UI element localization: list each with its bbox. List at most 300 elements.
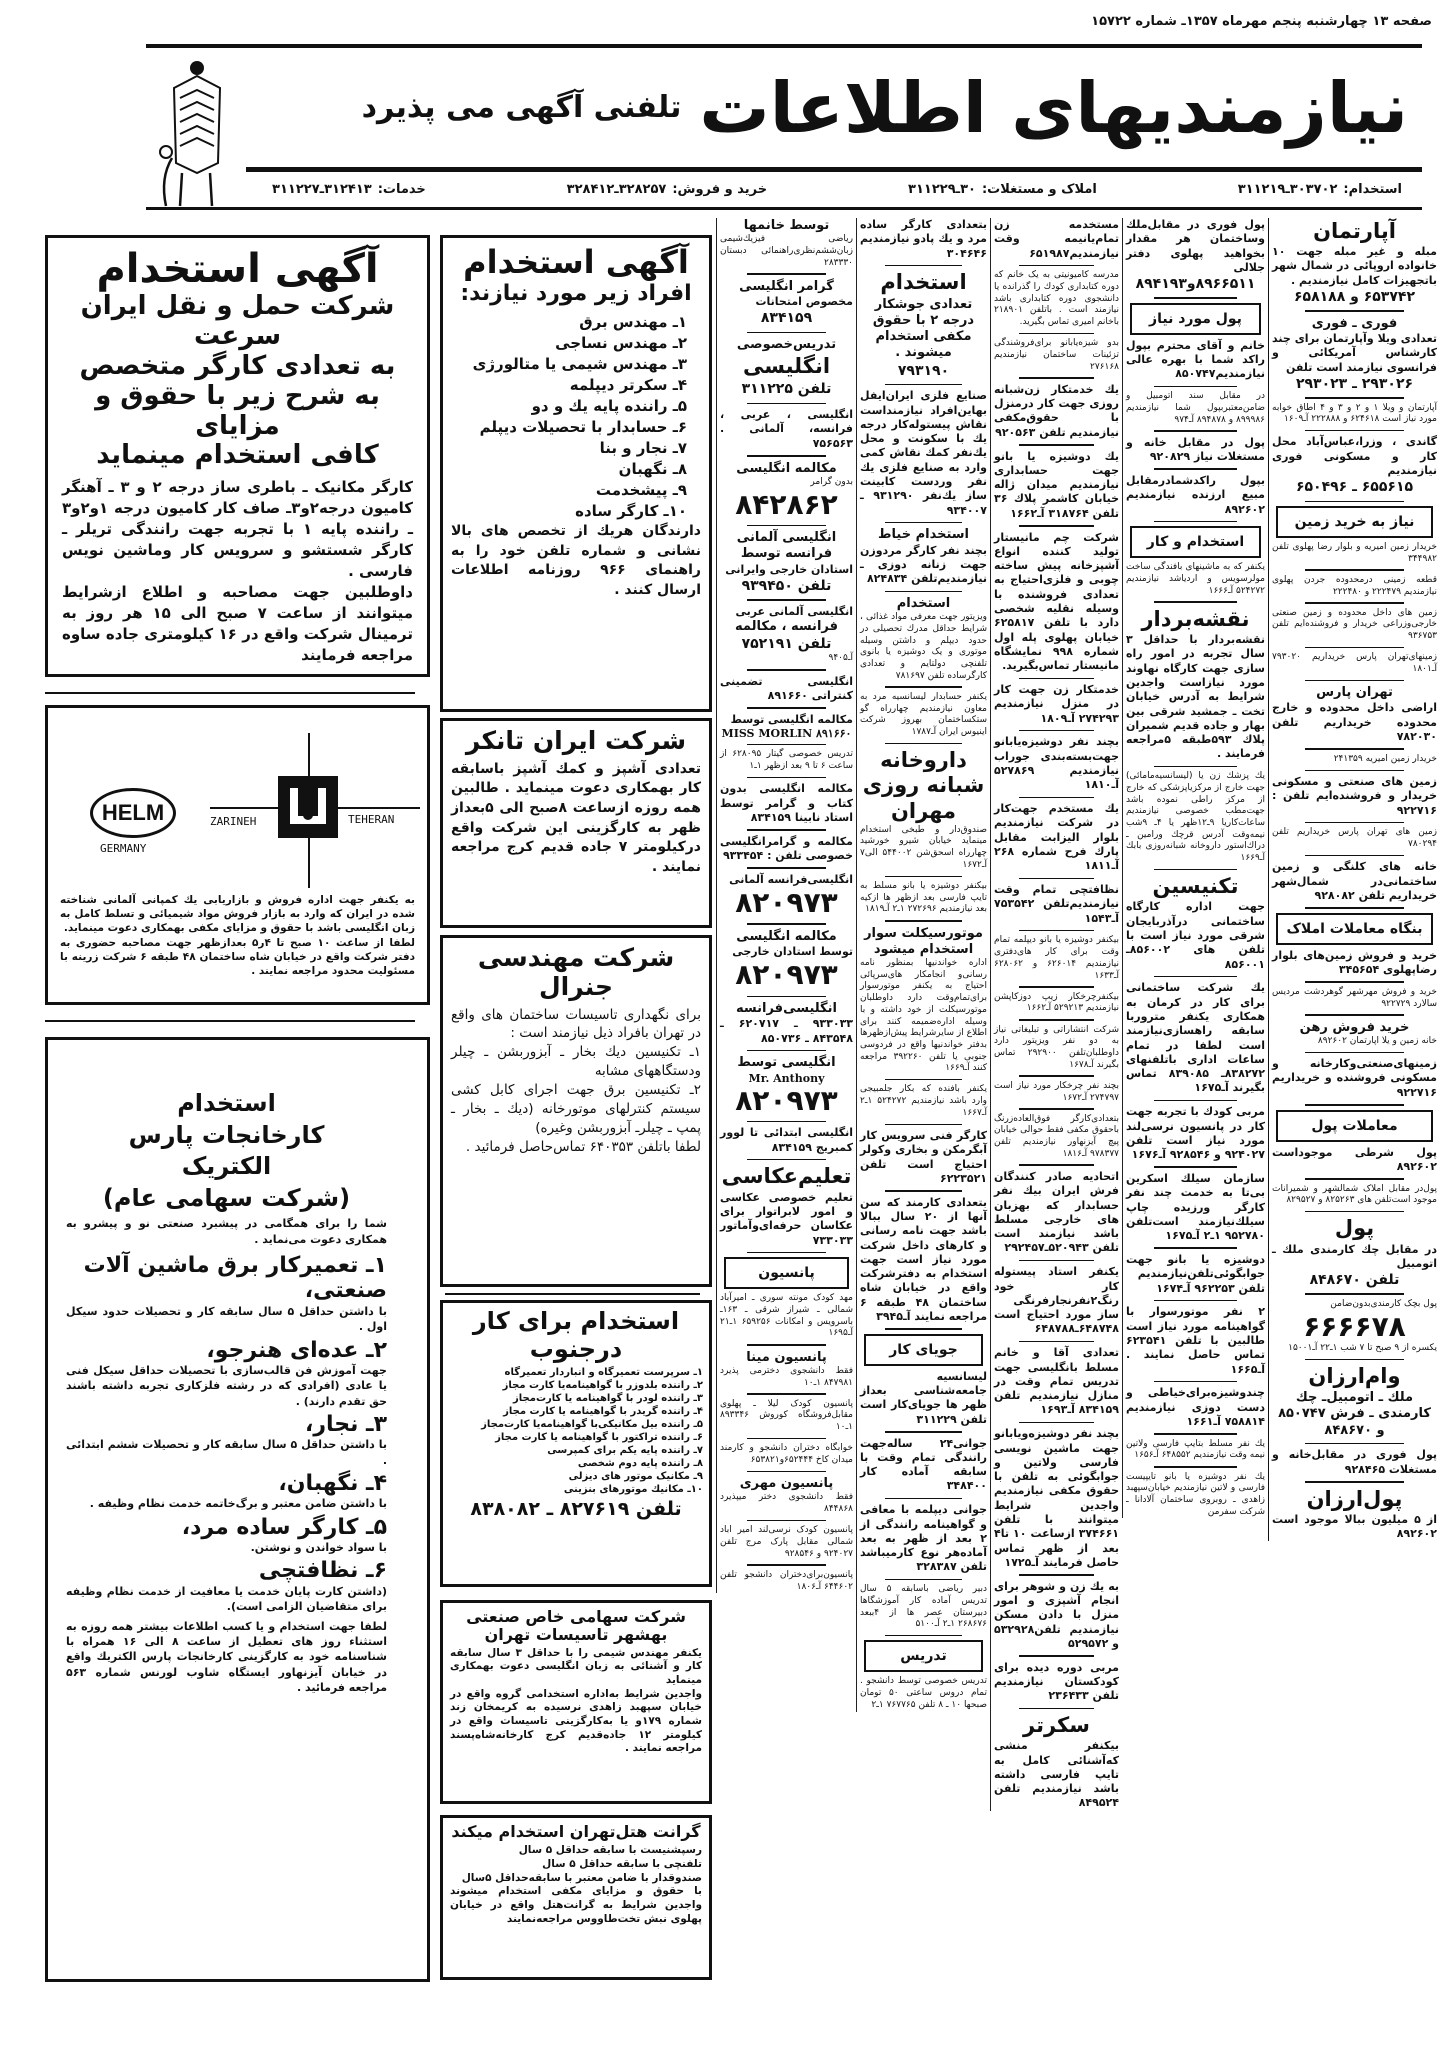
divider (1019, 678, 1094, 680)
divider (1305, 680, 1404, 682)
ad-small-text: خانه زمین و یلا اپارتمان ۸۹۲۶۰۲ (1317, 1035, 1437, 1046)
classified-ad (860, 926, 987, 1075)
classified-ad (994, 802, 1119, 873)
ad-small-text: ریاضی فیزیك‌شیمی زبان‌ششم‌نظری‌راهنمائی دبستان ۲۸۳۳۳۰ (720, 234, 853, 268)
classified-ad (720, 749, 853, 772)
classified-ad (720, 1055, 853, 1116)
ad-text: جهت اداره کارگاه ساختمانی درآذربایجان شرقی مورد نیاز است با تلفن های ۸۵۶۰۰۲ـ ۸۵۶۰۰۱ (1126, 900, 1265, 971)
zarineh-label: ZARINEH (210, 815, 257, 828)
classified-ad (994, 1346, 1119, 1417)
ad-heading: انگلیسی (742, 354, 831, 379)
divider (885, 522, 961, 524)
job-item: ۹ـ پیشخدمت (595, 481, 687, 500)
ad-text: بپول راکدشمادرمقابل مبیع ارزنده نیازمندیم ۸۹۲۶۰۲ (1126, 473, 1265, 516)
job-item: ۱۰ـ مکانیك موتورهای بنزینی (563, 1484, 703, 1496)
ad-phone: تلفن ۸۴۸۶۷۰ (1309, 1272, 1400, 1289)
ad-text: انگلیسی ، عربی ، فرانسه، آلمانی . ۷۵۶۵۶۳ (720, 408, 853, 450)
classified-ad (1272, 860, 1437, 903)
ad-grand-hotel (440, 1815, 712, 1980)
ad-heading: سکرتر (1023, 1713, 1090, 1738)
ad-small-text: تدریس خصوصی گیتار ۶۲۸۰۹۵ از ساعت ۶ تا ۹ بعد ازظهر ۱ـ۱ (720, 749, 853, 772)
ad-heading: پول (1334, 1216, 1375, 1241)
job-item: ۷ـ نجار و بنا (599, 439, 687, 458)
ad-small-text: زمینهای‌تهران پارس خریداریم ۷۹۳۰۲۰ آـ۱۸۰۱ (1272, 652, 1437, 675)
job-item: ۳ـ مهندس شیمی یا متالورژی (472, 355, 687, 374)
divider (1019, 930, 1094, 932)
ad-text: لیسانسیه جامعه‌شناسی بعداز ظهر ها جویای‌کار است تلفن ۳۱۱۲۲۹ (860, 1369, 987, 1426)
phone-real-estate (902, 182, 1097, 197)
ad-phone-large: ۶۶۶۶۷۸ (1303, 1309, 1406, 1343)
classified-ad (1126, 218, 1265, 293)
divider (747, 669, 827, 671)
ad-title: شرکت سهامی خاص صنعتی (466, 1607, 686, 1626)
ad-subheading: تدریس‌خصوصی (736, 337, 837, 353)
classified-ad (1126, 1172, 1265, 1243)
ad-text: خانم و آقای محترم بپول راکد شما با بهره عالی نیازمندیم۸۵۰۷۴۷ (1126, 338, 1265, 381)
ad-title: آگهی استخدام (96, 246, 379, 292)
classified-ad (994, 1170, 1119, 1256)
classified-ad (860, 527, 987, 586)
ad-text: بیکنفر منشی که‌آشنائی کامل به تایپ فارسی داشته باشد نیازمندیم تلفن ۸۴۹۵۲۴ (994, 1739, 1119, 1810)
classified-ad (860, 218, 987, 261)
job-item: ۸ـ راننده پایه دوم شخصی (577, 1458, 703, 1470)
ad-small-text: بدون گرامر (810, 476, 853, 487)
ad-phone: تلفن ۳۱۱۲۲۵ (741, 381, 832, 398)
divider (1019, 797, 1094, 799)
job-description: جهت آموزش فن قالب‌سازی با تحصیلات حداقل سیکل فنی یا عادی (افرادی که در رشته فلزکاری تجربه داشته باشند حق تقدم دارند) . (66, 1363, 387, 1408)
classified-ad (1126, 526, 1265, 597)
ad-small-text: بچند نفر چرخکار مورد نیاز است ۲۷۴۷۹۷ آـ۱۶۷۲ (994, 1080, 1119, 1103)
ad-small-text: خریدار زمین امیریه و بلوار رضا پهلوی تلفن ۳۴۴۹۸۲ (1272, 542, 1437, 564)
job-item: ۵ـ راننده پایه یك و دو (531, 397, 687, 416)
ad-text: یك دوشیزه یا بانو جهت حسابداری نیازمندیم میدان ژاله خیابان کاشمر پلاك ۳۶ تلفن ۳۱۸۷۶۴ آـ۱۶۶۲ (994, 449, 1119, 520)
classified-ad (1126, 771, 1265, 865)
divider (1154, 1300, 1237, 1302)
section-header-box: استخدام و کار (1130, 526, 1261, 558)
ad-body: تعدادی آشپز و کمك آشپز باسابقه کار بهمکاری دعوت مینماید . طالبین همه روزه ازساعت ۸صبح الی ۵بعداز ظهر به کارگزینی این شرکت واقع درکیلومتر ۷ جاده قدیم کرج مراجعه نمایند . (451, 760, 701, 875)
ad-text: سازمان سیلك اسکرین بی‌تا به خدمت چند نفر کارگر ورزیده چاپ سیلك‌نیازمند است‌تلفن ۹۵۲۷۸۰ ۱ـ۲ آـ۱۶۷۵ (1126, 1171, 1265, 1243)
ad-latin-text: Mr. Anthony (748, 1071, 825, 1085)
page-dateline: صفحه ۱۳ چهارشنبه پنجم مهرماه ۱۳۵۷ـ شماره ۱۵۷۲۲ (1091, 14, 1432, 29)
classified-ad (1272, 1299, 1437, 1355)
ad-text: خدمتکار زن جهت کار در منزل نیازمندیم ۲۷۴۲۹۳ آـ۱۸۰۹ (994, 683, 1119, 725)
job-title: ۲ـ عده‌ای هنرجو، (206, 1337, 387, 1363)
ad-footer: داوطلبین جهت مصاحبه و اطلاع ازشرایط میتوانند از ساعت ۷ صبح الی ۱۵ هر روز به ترمینال شرکت واقع در ۱۶ کیلومتری جاده ساوه مراجعه فرمایند (62, 583, 413, 665)
divider (1154, 1166, 1237, 1168)
masthead-heading-row (246, 52, 1408, 164)
job-item: ۴ـ راننده گریدر با گواهینامه یا کارت مجاز (503, 1406, 703, 1418)
masthead (146, 44, 1422, 210)
ad-line: کافی استخدام مینماید (96, 440, 379, 471)
ad-small-text: فقط دانشجوی دختر میپذیرد ۸۴۴۸۶۸ (720, 1492, 853, 1515)
ad-text: صنایع فلزی ایران‌ایفل بهاین‌افراد نیازمنداست نقاش پیستوله‌کار درجه یك با سکونت و محل یك‌نفر کمك نقاش کمی وارد به صنایع فلزی یك نفر وردست کابینت ساز یك‌نفر ۹۳۱۲۹۰ ـ ۹۳۴۰۰۷ (860, 389, 988, 517)
ad-small-text: خوابگاه دختران دانشجو و کارمند میدان کاخ ۶۵۲۴۴۴و۶۵۳۸۲۱ (720, 1443, 853, 1465)
ad-body: کارگر مکانیک ـ باطری ساز درجه ۲ و ۳ ـ آهنگر کامیون درجه۲و۳ـ صاف کار کامیون درجه ۱و۲و۳ ـ راننده پایه ۱ با تجربه جهت رانندگی تریلر ـ کارگر شستشو و سرویس کار وماشین نویس فارسی . (62, 478, 414, 581)
classified-ad (720, 530, 853, 595)
divider (747, 777, 827, 779)
divider (1305, 1104, 1404, 1106)
ad-text: مکالمه و گرامرانگلیسی خصوصی تلفن : ۹۳۳۴۵۴ (720, 834, 853, 863)
job-description: با داشتن حداقل ۵ سال سابقه کار و تحصیلات ششم ابتدائی . (66, 1438, 387, 1467)
divider (885, 1579, 961, 1581)
ad-small-text: مدرسه کامیونیتی به یک خانم که دوره کتابداری کودك را گذرانده یا دانشجوی دوره کتابداری باشد نیازمند است . باتلفن ۲۱۸۹۰۱ باخانم امیری تماس بگیرید. (994, 270, 1119, 328)
ad-phone-large: ۸۲۰۹۷۳ (735, 1083, 838, 1117)
ad-text: جوانی دیپلمه با معافی و گواهینامه رانندگی از ۲ بعد از ظهر به بعد آماده‌هر نوع کارمیباشد تلفن ۳۲۸۳۸۷ (860, 1503, 987, 1574)
classified-ad (994, 1114, 1119, 1161)
classified-ad (1272, 608, 1437, 643)
classified-ad (1272, 219, 1437, 306)
divider (1305, 748, 1404, 750)
divider (1305, 1481, 1404, 1483)
ad-text: در مقابل چك كارمندی ملك ـ اتومبیل (1272, 1242, 1437, 1270)
classified-ad (994, 992, 1119, 1015)
ad-text: یکنفر استاد پیستوله کار خود رنگ۲نفرنجارفرنگی ساز مورد احتیاج است ۶۴۸۷۴۸ـ۶۴۸۷۸۸ (994, 1265, 1119, 1336)
ad-text: کارگر فنی سرویس کار آبگرمکن و بخاری وکولر احتیاج است تلفن ۶۲۲۳۵۲۱ (860, 1129, 987, 1185)
ad-subheading: استخدام خیاط (878, 527, 969, 543)
divider (885, 1328, 961, 1330)
ad-small-text: یکنفر بافنده که بکار جلمبیجی وارد باشد نیازمندیم ۵۲۴۲۷۲ ۱ـ۲ آـ۱۶۶۷ (860, 1084, 987, 1118)
ad-subheading: توسط خانمها (743, 218, 830, 233)
classified-ad (720, 605, 853, 665)
ad-title: استخدام (177, 1089, 276, 1117)
classified-ad (994, 450, 1119, 521)
masthead-phone-bar (246, 167, 1422, 207)
classified-ad (994, 683, 1119, 726)
divider (1154, 1381, 1237, 1383)
helm-logo-sub: GERMANY (100, 842, 147, 855)
divider (747, 1438, 827, 1440)
divider (885, 384, 961, 386)
classified-ad (720, 1476, 853, 1516)
ad-subheading: موتورسیکلت سوار استخدام میشود (864, 925, 983, 957)
divider (747, 1159, 827, 1161)
section-header-box: جویای کار (864, 1334, 983, 1366)
ad-small-text: زمین های تهران پارس خریداریم تلفن ۷۸۰۲۹۴ (1272, 827, 1437, 850)
ad-small-text: زمین های داخل محدوده و زمین صنعتی خارجی‌وزراعی خریدار و فروشنده‌ایم تلفن ۹۳۶۷۵۳ (1272, 607, 1437, 642)
ad-text: استادان خارجی وایرانی (725, 562, 853, 576)
ad-phone: ۶۵۳۷۴۲ و ۶۵۸۱۸۸ (1293, 289, 1415, 306)
divider (747, 1252, 827, 1254)
classified-ad (1126, 391, 1265, 426)
classified-ad (860, 1129, 987, 1186)
divider (885, 1190, 961, 1192)
ad-text: شرکت چم مانیستار تولید کننده انواع آشپزخانه پیش ساخته چوبی و فلزی‌احتیاج به تعدادی فروشنده با وسیله نقلیه شخصی دارد با تلفن ۶۲۵۸۱۷ خیابان پهلوی پله اول شماره ۹۹۸ نمایشگاه مانیستار تماس‌بگیرید. (994, 530, 1120, 673)
job-item: ۱ـ مهندس برق (579, 313, 687, 332)
classified-ad (720, 782, 853, 825)
ad-small-text: یك پزشك زن یا (لیسانسیه‌مامائی) جهت خارج از مرکز‌یاپزشکی که خارج از مرکز راطی نموده باشد جهت‌مطب خصوصی نیازمندیم ساعات‌کار‌یا ۹ـ۱۲ظهر یا ۴ـ ۹شب نیمه‌وقت آدرس قرچك ورامین ـ دراك‌استور داروخانه شبانه‌روزی بابك آـ۱۶۶۹ (1126, 771, 1265, 864)
divider (747, 1050, 827, 1052)
divider (1154, 869, 1237, 871)
job-item: ۶ـ راننده تراکتور با گواهینامه یا کارت مجاز (495, 1432, 703, 1444)
ad-phone: تلفن ۹۳۹۴۵۰ (741, 577, 832, 594)
classified-ad (720, 713, 853, 740)
classified-ad (1272, 685, 1437, 744)
classified-ad (1272, 575, 1437, 598)
ad-text: مستخدمه زن تمام‌یانیمه وقت نیازمندیم۶۵۱۹۸۷ (994, 218, 1119, 260)
ad-small-text: صندوق‌دار و طبخی استخدام مینماید خیابان شیرو خورشید چهارراه اسحق‌شن ۵۴۴۰۰۲ الی۷ آـ۱۶۷۲ (860, 824, 987, 870)
ad-line: به تعدادی کارگر متخصص (79, 350, 396, 381)
divider (1019, 1260, 1094, 1262)
classified-ad (720, 1570, 853, 1593)
classified-ad (1272, 1184, 1437, 1207)
classified-ad (1272, 913, 1437, 978)
classified-ad (1126, 1253, 1265, 1296)
ad-text: تعلیم خصوصی عکاسی و امور لابراتوار برای عکاسان حرفه‌ای‌وآماتور ۷۳۳۰۳۳ (720, 1190, 853, 1247)
ad-text: مربی دوره دیده برای کودکستان نیازمندیم تلفن ۲۳۶۴۳۳ (994, 1660, 1119, 1703)
ad-phone: ۸۹۶۶۵۱۱و۸۹۴۱۹۳ (1135, 276, 1256, 293)
ad-small-text: بتعدادی‌کارگر فوق‌العاده‌زرنگ باحقوق مکفی فقط حوالی خیابان‌ پیچ آیزنهاور نیازمندیم تلفن ۹۷۸۳۷۷ آـ۱۸۱۶ (994, 1113, 1119, 1159)
ad-text: بچند نفر کارگر مردوزن جهت زنانه دوزی ـ نیازمندیم‌تلفن ۸۲۴۸۳۴ (860, 543, 987, 586)
ad-phone: ۷۹۳۱۹۰ (897, 362, 950, 379)
ad-item: تلفنچی با سابقه حداقل ۵ سال (542, 1858, 702, 1871)
classified-ad (860, 1196, 987, 1325)
classified-column-money-jobs (1122, 218, 1268, 1518)
phone-label: استخدام: (1343, 182, 1402, 197)
logos-area (60, 718, 415, 893)
ad-text: پول در مقابل خانه و مستغلات نیاز ۹۲۰۸۲۹ (1126, 435, 1265, 464)
phone-number: ۳۱۲۴۱۳ـ۳۱۱۲۲۷ (272, 182, 372, 197)
divider (747, 744, 827, 746)
ad-item: ۲ـ تکنیسین برق جهت اجرای کابل کشی سیستم کنترلهای موتورخانه (دیك ـ بخار ـ پمپ ـ چیلرـ آبزوربشن وغیره) (451, 1082, 701, 1136)
ad-item: رسپشنیست با سابقه حداقل ۵ سال (518, 1844, 702, 1857)
ad-subheading: انگلیسی توسط (737, 1055, 836, 1071)
ad-helm-zarineh (45, 705, 430, 1005)
ad-subheading: مکالمه انگلیسی (736, 460, 837, 476)
divider (747, 996, 827, 998)
ad-item: صندوقدار با ضامن معتبر با سابقه‌حداقل ۵سال (461, 1871, 702, 1884)
classified-ad (994, 270, 1119, 328)
ad-subheading: تعدادی جوشکار درجه ۲ با حقوق مکفی استخدام میشوند . (872, 296, 975, 361)
ad-small-text: شرکت انتشاراتی و تبلیغاتی نیاز به دو نفر ویزیتور دارد داوطلبان‌تلفن ۲۹۲۹۰۰ تماس بگیرند آـ۱۶۷۸ (994, 1024, 1119, 1070)
ad-text: نقشه‌بردار با حداقل ۳ سال تجربه در امور راه سازی جهت کارگاه نهاوند مورد نیازاست واجدین شرایط به آدرس خیابان تخت ـ جمشید شرقی بین بهار و جاده قدیم شمیران پلاك ۵۹۳طبقه ۵مراجعه فرمایند . (1126, 633, 1265, 761)
classified-ad (994, 935, 1119, 982)
ad-latin-text: MISS MORLIN ۸۹۱۶۶۰ (721, 726, 852, 740)
classified-ad (720, 408, 853, 451)
ad-small-text: بیکنفرچرخکار زیپ دوزکاپشن نیازمندیم ۵۲۹۲۱۳ آـ۱۶۶۲ (994, 991, 1119, 1014)
classified-ad (994, 1081, 1119, 1104)
ad-text: به یك زن و شوهر برای انجام آشپزی و امور منزل با دادن مسکن نیازمندیم تلفن۵۳۲۹۲۸ و ۵۲۹۵۷۲ (994, 1579, 1119, 1650)
classified-ad (994, 1265, 1119, 1336)
divider (1305, 569, 1404, 571)
section-header-box: بنگاه معاملات املاک (1276, 913, 1433, 945)
ad-text: انگلیسی آلمانی عربی (735, 604, 853, 618)
job-list (451, 312, 701, 522)
ad-text: ۹۳۳۰۳۳ ـ ۶۲۰۷۱۷ ـ ۸۴۳۵۴۸ ـ ۸۵۰۷۳۶ (720, 1017, 854, 1045)
classified-ad (1272, 1364, 1437, 1439)
ad-small-text: تدریس خصوصی توسط دانشجو . تمام دروس ساعتی ۵۰ تومان صبحها ۱۰ ـ ۸ تلفن ۷۶۷۷۶۵ ۱ـ۲ (860, 1676, 987, 1710)
classified-ad (994, 338, 1119, 373)
ad-small-text: در مقابل سند اتومبیل و ضامن‌معتبربپول شما نیازمندیم ۸۹۹۹۸۶ و ۸۹۴۸۷۸ آـ۹۷۴ (1126, 391, 1265, 425)
ad-text: انگلیسی ابتدائی تا لوور کمبریج ۸۳۴۱۵۹ (720, 1126, 853, 1154)
divider (1019, 333, 1094, 335)
divider (1019, 1574, 1094, 1576)
divider (1305, 430, 1404, 432)
divider (1019, 1708, 1094, 1710)
divider (1154, 601, 1237, 603)
job-item: ۶ـ حسابدار با تحصیلات دیپلم (479, 418, 687, 437)
section-header-box: نیاز به خرید زمین (1276, 506, 1433, 538)
ad-small-text: یکسره از ۹ صبح تا ۷ شب ۱ـ۲۲ آـ۱۵۰۰۱ (1288, 1342, 1437, 1353)
divider (1154, 430, 1237, 432)
classified-ad (720, 279, 853, 328)
divider (45, 1020, 415, 1022)
divider (885, 1079, 961, 1081)
classified-ad (994, 218, 1119, 261)
company-type: (شرکت سهامی عام) (102, 1183, 351, 1212)
ad-text: پول شرطی موجوداست ۸۹۲۶۰۲ (1272, 1145, 1437, 1173)
ad-footer: لطفا باتلفن ۶۴۰۳۵۳ تماس‌حاصل فرمائید . (465, 1138, 701, 1155)
classified-ad (720, 1350, 853, 1390)
job-description: با سواد خواندن و نوشتن. (250, 1541, 387, 1555)
ad-heading: استخدام (880, 270, 967, 295)
ad-subheading: خرید فروش رهن (1299, 1019, 1410, 1035)
divider (1019, 377, 1094, 379)
job-title: ۱ـ تعمیرکار برق ماشین آلات صنعتی، (83, 1253, 387, 1304)
ad-subheading: استخدام (896, 596, 951, 612)
classified-ad (720, 1443, 853, 1466)
ad-subheading: فوری ـ فوری (1311, 315, 1398, 331)
ad-small-text: پانسیون کودک نرسی‌لند امیر اباد شمالی مقابل پارک مرج تلفن ۹۲۴۰۲۷ و ۹۲۸۵۴۶ (720, 1525, 853, 1559)
classified-ad (720, 1399, 853, 1434)
divider (885, 591, 961, 593)
ad-heading: تکنیسین (1152, 874, 1239, 899)
ad-small-text: یکنفر که به ماشینهای بافندگی ساخت مولرسویس و اردیاشد نیازمندیم ۵۲۴۲۷۲ آـ۱۶۶۶ (1126, 562, 1265, 596)
divider (885, 1124, 961, 1126)
divider (445, 1293, 700, 1295)
classified-ad (994, 531, 1119, 674)
classified-column-teaching (716, 218, 856, 1593)
masthead-subtitle: تلفنی آگهی می پذیرد (361, 90, 682, 125)
ad-general-engineering (440, 935, 712, 1287)
divider (1019, 1108, 1094, 1110)
ad-iran-sorat (45, 235, 430, 677)
ad-text: اتحادیه صادر کنندگان فرش ایران بیك نفر حسابدار که بهزبان های خارجی مسلط باشد نیازمند است تلفن ۵۲۰۹۴۳ـ۲۹۲۴۵۷ (994, 1169, 1119, 1255)
phone-number: ۳۰ـ۳۱۱۲۲۹ (908, 182, 976, 197)
job-item: ۱ـ سرپرست تعمیرگاه و انباردار تعمیرگاه (504, 1367, 703, 1379)
job-item: ۳ـ راننده لودر با گواهینامه یا کارت‌مجاز (513, 1393, 703, 1405)
classified-ad (994, 1580, 1119, 1651)
divider (1154, 1100, 1237, 1102)
divider (885, 876, 961, 878)
divider (1019, 1341, 1094, 1343)
ad-text: مکالمه انگلیسی توسط (730, 712, 853, 726)
ad-small-text: پانسیون کودک لیلا ـ پهلوی مقابل‌فروشگاه کوروش ۸۹۳۳۴۶ ۱ـ۱۰ (720, 1398, 853, 1433)
divider (1154, 766, 1237, 768)
ad-subtitle: افراد زیر مورد نیازند: (460, 280, 692, 306)
ad-text: مربی کودك با تجربه جهت کار در پانسیون نرسی‌لند مورد نیاز است تلفن ۹۲۴۰۲۷ و ۹۲۸۵۴۶ آـ۱۶۷۶ (1126, 1105, 1265, 1162)
classified-column-jobs (990, 218, 1122, 1811)
ad-small-text: یك نفر دوشیزه یا بانو تایپیست فارسی و لاتین نیازمندیم خیابان‌سپهبد زاهدی ـ روبروی ساختمان آلادانا ـ شرکت سفرمن (1126, 1471, 1265, 1517)
classified-ad (720, 461, 853, 521)
ad-small-text: آپارتمان و ویلا ۱ و ۲ و ۳ و ۴ اطاق خوابه مورد نیاز است ۶۲۴۶۱۸ و ۲۲۲۸۸۸ آـ۱۶۰۹ (1272, 402, 1437, 425)
ad-text: یك خدمتکار زن‌شبانه روزی جهت کار درمنزل با حقوق‌مکفی نیازمندیم تلفن ۹۲۰۵۶۳ (994, 382, 1119, 439)
divider (747, 1393, 827, 1395)
classified-ad (994, 883, 1119, 926)
ad-subheading: مکالمه انگلیسی (736, 928, 837, 944)
phone-label: خدمات: (377, 182, 426, 197)
ad-phone-large: ۸۴۲۸۶۲ (735, 487, 838, 521)
ad-title-2: بهشهر تاسیسات تهران (484, 1625, 668, 1645)
classified-ad (1126, 1305, 1265, 1376)
classified-ad (994, 735, 1119, 792)
classified-ad (1272, 1110, 1437, 1175)
divider (1019, 878, 1094, 880)
divider (1154, 468, 1237, 470)
divider (1305, 822, 1404, 824)
classified-ad (1272, 435, 1437, 496)
divider (747, 403, 827, 405)
classified-ad (720, 218, 853, 269)
ad-subheading: انگلیسی آلمانی فرانسه توسط (736, 530, 837, 562)
job-description: با داشتن ضامن معتبر و برگ‌خاتمه خدمت نظام وظیفه . (89, 1497, 387, 1511)
ad-footer: لطفا از ساعت ۱۰ صبح تا ۴ر۵ بعدازظهر جهت مصاحبه حضوری به دفتر شرکت واقع در خیابان شاه ساختمان ۴۸ طبقه ۶ شرکت زرینه با مسئولیت محدود مراجعه نمایند . (60, 936, 415, 977)
ad-heading: پول‌ارزان (1306, 1486, 1403, 1511)
classified-ad (720, 835, 853, 864)
classified-ad (860, 1334, 987, 1427)
ad-small-text: یکنفر حسابدار لیسانسیه مرد به معاون نیازمندیم چهارراه گو ستکساختمان بهروز شرکت اینیوس ایران آـ۱۷۸۷ (860, 691, 987, 738)
ad-small-text: آـ۹۴۰۵ (828, 653, 853, 664)
divider (1305, 1211, 1404, 1213)
divider (1305, 1359, 1404, 1361)
ad-title: شرکت مهندسی جنرال (477, 943, 675, 1001)
classified-ad (994, 1713, 1119, 1811)
ad-text: یك شرکت ساختمانی برای کار در کرمان به همکاری یکنفر متروربا سابقه راهسازی‌نیازمند است لطفا در تمام ساعات اداری باتلفنهای ۸۳۸۲۷۲ـ ۸۳۹۰۸۵ تماس بگیرند آـ۱۶۷۵ (1126, 981, 1265, 1095)
classified-ad (1126, 874, 1265, 972)
ad-small-text: اداره خواندنیها بمنظور نامه رسانی‌و انجامکار های‌سرپائی احتیاج به یکنفر موتورسوار برای‌تمام‌وقت دارد داوطلبان موتورسیکلت از خود داشته و با وسیله اداره‌ضمیمه کنند برای اطلاع از سایرشرایط پیش‌ازظهرها بدفتر خواندنیها واقع در فردوسی جنوبی یا تلفن ۳۹۲۲۶۰ مراجعه کنند آـ۱۶۶۹ (860, 958, 987, 1074)
classified-ad (1126, 1105, 1265, 1162)
divider (1305, 855, 1404, 857)
section-header-box: معاملات پول (1276, 1110, 1433, 1142)
teheran-label: TEHERAN (348, 813, 395, 826)
classified-ad (1126, 1439, 1265, 1462)
ad-small-text: مهد کودک مونته سوری ـ امیرآباد شمالی ـ شیراز شرقی ـ ۱۶۳ـ باسرویس و امکانات ۶۵۹۲۵۶ ۱ـ۲۱ آـ۱۶۹۵ (720, 1293, 853, 1339)
ad-small-text: بیکنفر دوشیزه یا بانو دیپلمه تمام وقت برای کار های‌دفتری نیازمندیم ۶۲۶۰۱۴ و ۶۲۸۰۶۲ آـ۱۶۳۳ (994, 935, 1119, 981)
ad-small-text: پول بچک کارمندی‌بدون‌ضامن (1330, 1298, 1437, 1309)
divider (1154, 521, 1237, 523)
job-description: (داشتن کارت پایان خدمت یا معافیت از خدمت نظام وظیفه برای متقاضیان الزامی است). (66, 1584, 387, 1614)
divider (1154, 297, 1237, 299)
zarineh-logo-icon (278, 776, 338, 838)
ad-text: خرید و فروش زمین‌های بلوار رضاپهلوی ۳۴۵۶۵۴ (1272, 948, 1437, 977)
masthead-title: نیازمندیهای اطلاعات (699, 67, 1408, 149)
divider (1154, 1466, 1237, 1468)
divider (1019, 525, 1094, 527)
ad-phone: تلفن ۷۵۲۱۹۱ (741, 636, 832, 653)
divider (885, 686, 961, 688)
classified-ad (1272, 403, 1437, 426)
divider (1305, 1014, 1404, 1016)
ad-text: دوشیزه یا بانو جهت جوابگوئی‌تلفن‌نیازمندیم تلفن ۹۶۲۲۵۳ آـ۱۶۷۴ (1126, 1252, 1265, 1295)
ad-phone-large: ۸۲۰۹۷۳ (735, 958, 838, 992)
ad-title: آگهی استخدام (463, 243, 689, 281)
job-item: ۲ـ راننده بلدوزر با گواهینامه‌یا کارت مجاز (502, 1380, 703, 1392)
classified-ad (720, 337, 853, 399)
phone-label: خرید و فروش: (672, 182, 768, 197)
man-reading-newspaper-icon (152, 48, 242, 208)
ad-small-text: قطعه زمینی درمحدوده جردن پهلوی نیازمندیم ۲۲۲۴۷۹ و ۲۲۲۴۸۰ (1272, 574, 1437, 597)
divider (747, 1471, 827, 1473)
ad-text: ۲ نفر موتورسوار با گواهینامه مورد نیاز است طالبین با تلفن ۶۲۳۵۴۱ تماس حاصل نمایند . آـ۱۶۶۵ (1126, 1305, 1265, 1376)
divider (1305, 1178, 1404, 1180)
classified-ad (720, 873, 853, 919)
ad-body: برای نگهداری تاسیسات ساختمان های واقع در تهران بافراد ذیل نیازمند است : (451, 1006, 701, 1042)
divider (885, 1635, 961, 1637)
job-title: ۳ـ نجار، (304, 1412, 387, 1437)
ad-line: شرکت حمل و نقل ایران سرعت (80, 291, 395, 351)
classified-ad (1272, 1487, 1437, 1542)
divider (747, 455, 827, 457)
job-item: ۴ـ سکرتر دیپلمه (569, 376, 687, 395)
